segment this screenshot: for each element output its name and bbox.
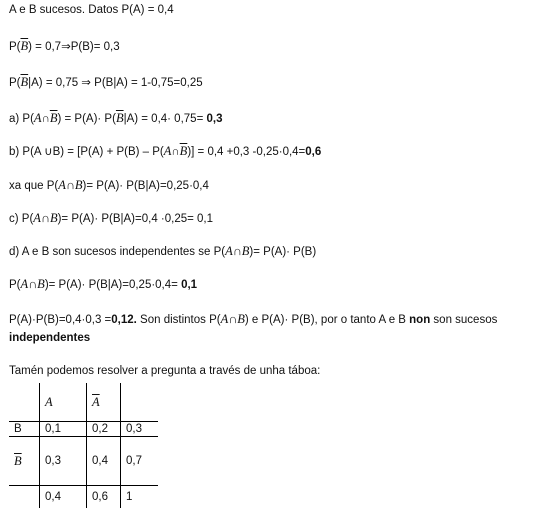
table-cell: 0,1 [40,422,87,437]
table-cell: 0,4 [87,437,121,486]
table-row [9,486,158,509]
table-cell: 0,6 [87,486,121,509]
table-corner [9,383,40,422]
part-c: c) P(A∩B)= P(A)· P(B|A)=0,4 ·0,25= 0,1 [9,211,214,225]
part-d: d) A e B son sucesos independentes se P(A∩B)= P(A)· P(B) [9,244,317,258]
intersection-line: P(A∩B)= P(A)· P(B|A)=0,25·0,4= 0,1 [9,277,198,291]
row-label-b: B [9,422,40,437]
header-a: A [40,383,87,422]
table-cell: 0,4 [40,486,87,509]
header-not-a: $\overline{A}$ [87,383,121,422]
header-total [121,383,159,422]
row-label-not-b: $\overline{B}$ [9,437,40,486]
row-label-total [9,486,40,509]
table-intro: Tamén podemos resolver a pregunta a través de unha táboa: [9,365,321,377]
table-cell: 0,7 [126,455,142,467]
comparison-line: P(A)·P(B)=0,4·0,3 =0,12. Son distintos P(A∩B) e P(A)· P(B), por o tanto A e B non son sucesos [9,312,498,326]
table-cell: 0,3 [121,422,159,437]
conditional-prob: $P(\overline{B}|A) = 0,75$ ⇒ P(B|A) = 1-0,75=0,25 [9,75,203,89]
table-row [9,422,158,437]
table-row [9,437,158,486]
conclusion: independentes [9,332,91,344]
complement-b: $P(\overline{B})$ = 0,7⇒P(B)= 0,3 [9,39,120,53]
probability-table [9,383,158,508]
given-data: A e B sucesos. Datos P(A) = 0,4 [9,4,174,16]
table-cell: 1 [121,486,159,509]
part-b: b) P(A ∪B) = $[P(A) + P(B) - P(A\cap\overline{B})] = 0,4 +0,3$ -0,25·0,4=0,6 [9,144,322,158]
table-cell: 0,2 [87,422,121,437]
table-cell: 0,3 [40,437,87,486]
part-a: a) $P(A\cap\overline{B}) = P(A)\cdot P(\overline{B}|A) = 0,4\cdot 0,75= 0,3$ [9,111,223,125]
since-line: xa que P(A∩B)= P(A)· P(B|A)=0,25·0,4 [9,178,209,192]
table-header-row [9,383,158,422]
